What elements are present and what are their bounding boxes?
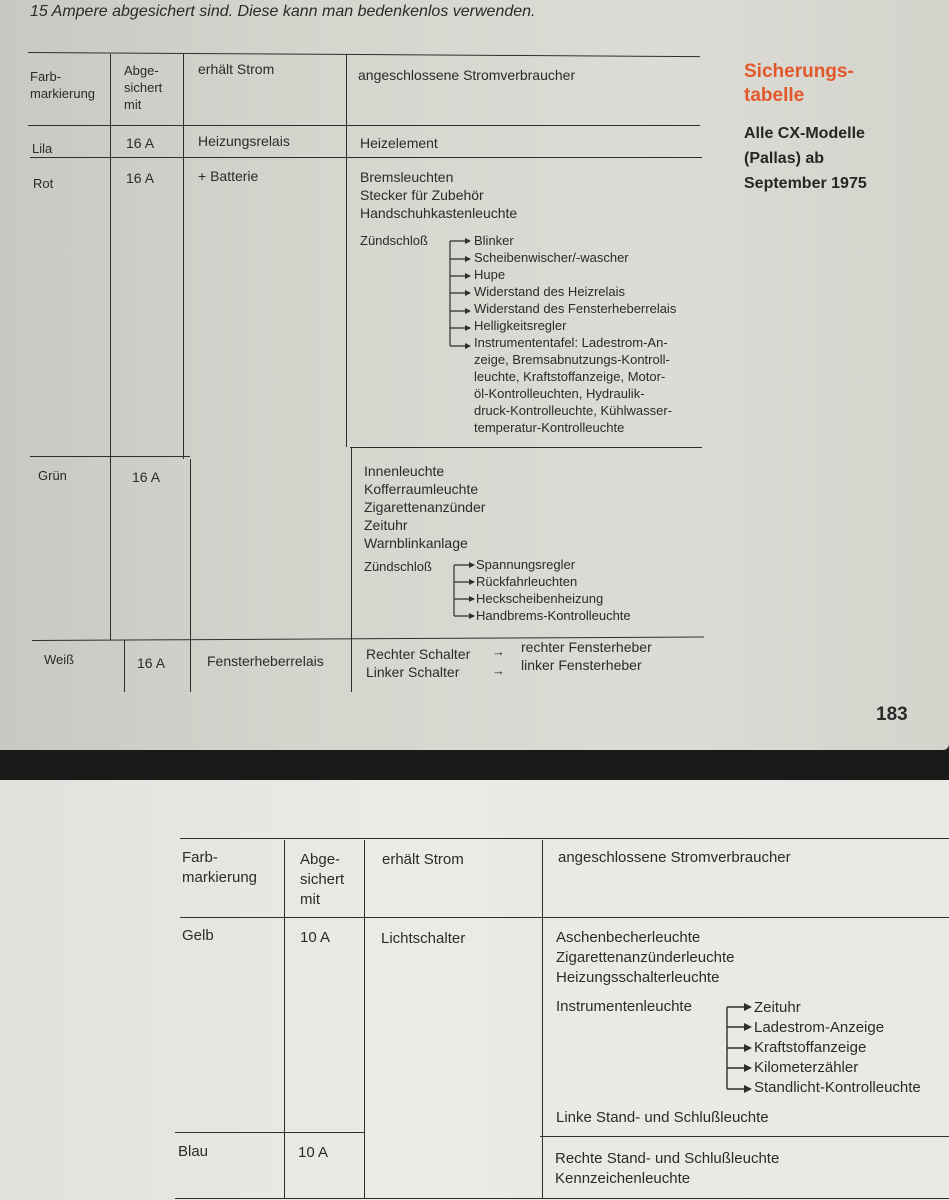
list-item: Kennzeichenleuchte [555, 1170, 691, 1187]
side-subtitle: Alle CX-Modelle (Pallas) ab September 1975 [744, 125, 867, 192]
consumer-list-gelb [556, 928, 734, 988]
switch-label-gruen: Zündschloß [364, 559, 432, 574]
book-page-continuation [0, 780, 949, 1200]
col-rule-1 [110, 54, 111, 640]
list-item: Spannungsregler [476, 557, 576, 572]
col-rule-2b [190, 459, 191, 692]
list-item: Linker Schalter [366, 664, 460, 680]
header-erhaelt: erhält Strom [198, 61, 275, 77]
cell-ampere-weiss: 16 A [137, 655, 166, 671]
branch-arrows-icon [722, 1000, 754, 1095]
cell-color-blau: Blau [178, 1143, 209, 1160]
arrow-right-icon: → [492, 644, 505, 659]
switch-to-list-weiss [521, 638, 652, 674]
intro-text: 15 Ampere abgesichert sind. Diese kann man bedenkenlos verwenden. [30, 3, 536, 20]
side-title: Sicherungs- tabelle [744, 61, 854, 106]
list-item: linker Fensterheber [521, 657, 642, 673]
header-erhaelt: erhält Strom [382, 851, 464, 868]
page-number: 183 [876, 704, 908, 725]
table-top-rule [180, 838, 949, 839]
list-item: temperatur-Kontrolleuchte [474, 420, 625, 435]
list-item: Bremsleuchten [360, 169, 454, 185]
list-item: öl-Kontrolleuchten, Hydraulik- [474, 386, 645, 401]
switch-label-rot: Zündschloß [360, 233, 428, 248]
cell-source-lila: Heizungsrelais [198, 133, 290, 149]
list-item: Handschuhkastenleuchte [360, 205, 518, 221]
list-item: Widerstand des Fensterheberrelais [474, 301, 677, 316]
list-item: Zigarettenanzünder [364, 499, 486, 515]
header-verbraucher: angeschlossene Stromverbraucher [358, 67, 576, 83]
cell-last-gelb: Linke Stand- und Schlußleuchte [556, 1109, 769, 1126]
list-item: Zeituhr [364, 517, 408, 533]
list-item: druck-Kontrolleuchte, Kühlwasser- [474, 403, 672, 418]
col-rule-3b [351, 447, 352, 692]
switch-label-gelb: Instrumentenleuchte [556, 998, 692, 1015]
consumer-list-rot [360, 168, 517, 222]
list-item: Standlicht-Kontrolleuchte [754, 1079, 921, 1096]
list-item: Blinker [474, 233, 514, 248]
list-item: Kofferraumleuchte [364, 481, 479, 497]
header-rule [28, 125, 700, 126]
list-item: Kilometerzähler [754, 1059, 859, 1076]
col-rule-3 [346, 54, 347, 447]
list-item: Rechter Schalter [366, 646, 471, 662]
cell-color-gelb: Gelb [182, 927, 214, 944]
cell-ampere-blau: 10 A [298, 1144, 329, 1161]
cell-source-weiss: Fensterheberrelais [207, 653, 324, 669]
list-item: leuchte, Kraftstoffanzeige, Motor- [474, 369, 666, 384]
list-item: Helligkeitsregler [474, 318, 567, 333]
cell-ampere-gelb: 10 A [300, 929, 331, 946]
list-item: Zeituhr [754, 999, 801, 1016]
cell-ampere-lila: 16 A [126, 135, 155, 151]
list-item: rechter Fensterheber [521, 639, 652, 655]
col-rule-2 [364, 840, 365, 1198]
table-top-rule [28, 52, 700, 57]
consumer-list-blau [555, 1149, 779, 1189]
branch-arrows-icon [450, 562, 478, 622]
list-item: Hupe [474, 267, 506, 282]
header-farb: Farb- markierung [182, 849, 258, 886]
header-abgesichert: Abge- sichert mit [124, 63, 163, 112]
row-rule-rot-right [350, 447, 702, 448]
cell-color-gruen: Grün [38, 468, 67, 483]
branch-arrows-icon [446, 238, 474, 353]
list-item: Innenleuchte [364, 463, 445, 479]
list-item: Instrumententafel: Ladestrom-An- [474, 335, 668, 350]
list-item: Kraftstoffanzeige [754, 1039, 867, 1056]
list-item: Stecker für Zubehör [360, 187, 484, 203]
row-rule-lila [30, 157, 702, 158]
cell-ampere-rot: 16 A [126, 170, 155, 186]
col-rule-3 [542, 840, 543, 1198]
header-abgesichert: Abge- sichert mit [300, 851, 345, 908]
cell-source-gelb: Lichtschalter [381, 930, 466, 947]
switch-items-gelb [754, 998, 921, 1098]
row-rule-gelb-right [540, 1136, 949, 1137]
col-rule-1 [284, 840, 285, 1198]
cell-color-rot: Rot [33, 176, 54, 191]
consumer-list-gruen [364, 462, 485, 552]
cell-source-rot: + Batterie [198, 168, 259, 184]
list-item: Ladestrom-Anzeige [754, 1019, 885, 1036]
cell-color-lila: Lila [32, 141, 53, 156]
list-item: Rückfahrleuchten [476, 574, 578, 589]
switch-from-list-weiss [366, 645, 470, 681]
arrow-right-icon: → [492, 663, 505, 678]
list-item: Rechte Stand- und Schlußleuchte [555, 1150, 780, 1167]
switch-items-gruen [476, 556, 631, 624]
header-rule [180, 917, 949, 918]
list-item: Heizungsschalterleuchte [556, 969, 720, 986]
list-item: zeige, Bremsabnutzungs-Kontroll- [474, 352, 670, 367]
table-bottom-rule [175, 1198, 949, 1199]
header-verbraucher: angeschlossene Stromverbraucher [558, 849, 791, 866]
header-farb: Farb- markierung [30, 69, 96, 101]
col-rule-1b [124, 640, 125, 692]
cell-consumer-lila: Heizelement [360, 135, 438, 151]
col-rule-2 [183, 54, 184, 459]
switch-items-rot [474, 232, 676, 436]
list-item: Widerstand des Heizrelais [474, 284, 626, 299]
list-item: Zigarettenanzünderleuchte [556, 949, 735, 966]
list-item: Handbrems-Kontrolleuchte [476, 608, 631, 623]
list-item: Aschenbecherleuchte [556, 929, 701, 946]
list-item: Heckscheibenheizung [476, 591, 604, 606]
row-rule-gelb-left [175, 1132, 365, 1133]
list-item: Scheibenwischer/-wascher [474, 250, 629, 265]
cell-color-weiss: Weiß [44, 652, 75, 667]
cell-ampere-gruen: 16 A [132, 469, 161, 485]
list-item: Warnblinkanlage [364, 535, 468, 551]
